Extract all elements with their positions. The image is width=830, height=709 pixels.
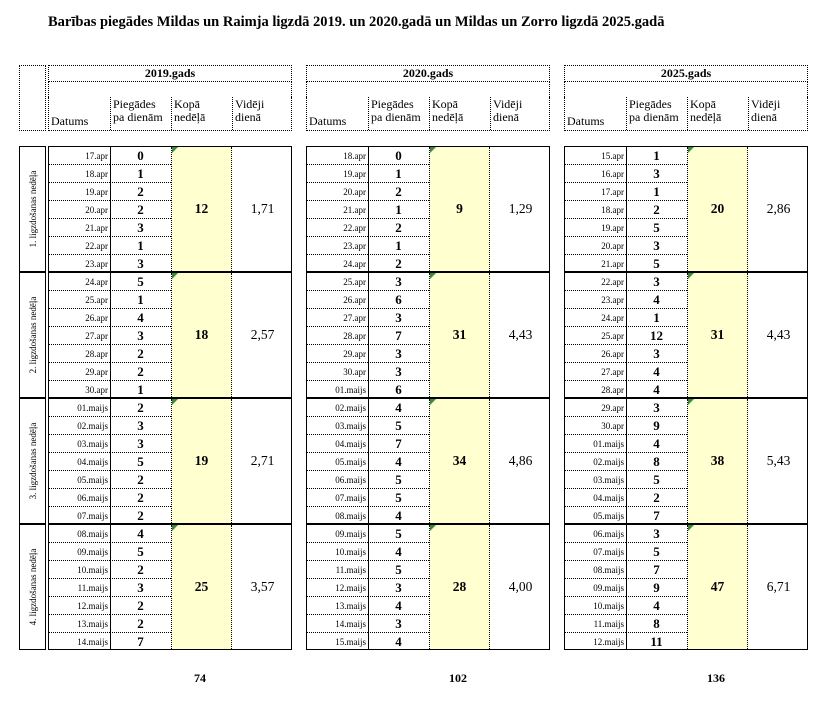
delivery-value-cell: 3 xyxy=(368,345,429,363)
delivery-value-cell: 7 xyxy=(368,435,429,453)
delivery-value-cell: 1 xyxy=(110,291,171,309)
date-cell: 01.maijs xyxy=(49,399,110,417)
col-header-daily-average-line2: dienā xyxy=(235,110,261,124)
date-cell: 02.maijs xyxy=(565,453,626,471)
delivery-value-cell: 4 xyxy=(395,508,402,523)
week-label xyxy=(19,398,46,524)
date-cell: 18.apr xyxy=(49,165,110,183)
delivery-value-cell: 1 xyxy=(110,237,171,255)
delivery-value-cell: 2 xyxy=(626,201,687,219)
date-cell: 15.maijs xyxy=(335,637,366,647)
date-cell: 24.apr xyxy=(49,273,110,291)
delivery-value-cell: 0 xyxy=(110,147,171,165)
delivery-value-cell: 4 xyxy=(626,363,687,381)
delivery-value-cell: 7 xyxy=(368,327,429,345)
daily-average-cell: 2,71 xyxy=(250,453,275,468)
date-cell: 03.maijs xyxy=(49,435,110,453)
delivery-value-cell: 1 xyxy=(368,201,429,219)
date-cell: 15.apr xyxy=(565,147,626,165)
col-header-deliveries-line1: Piegādes xyxy=(113,97,156,111)
year-header xyxy=(306,65,550,131)
date-cell: 09.maijs xyxy=(565,579,626,597)
delivery-value-cell: 5 xyxy=(368,525,429,543)
date-cell: 21.apr xyxy=(49,219,110,237)
delivery-value-cell: 1 xyxy=(137,382,144,397)
weekly-total-cell xyxy=(171,399,232,523)
delivery-value-cell: 4 xyxy=(110,309,171,327)
date-cell: 12.maijs xyxy=(307,579,368,597)
date-cell: 06.maijs xyxy=(565,525,626,543)
date-cell: 09.maijs xyxy=(49,543,110,561)
date-cell: 13.maijs xyxy=(307,597,368,615)
date-cell: 23.apr xyxy=(565,291,626,309)
col-header-daily-average-line1: Vidēji xyxy=(751,97,781,111)
week-table xyxy=(48,524,292,650)
comment-indicator-icon xyxy=(688,273,694,279)
week-table xyxy=(564,272,808,398)
delivery-value-cell: 3 xyxy=(626,237,687,255)
delivery-value-cell: 2 xyxy=(110,615,171,633)
comment-indicator-icon xyxy=(430,147,436,153)
delivery-value-cell: 7 xyxy=(653,508,660,523)
delivery-value-cell: 5 xyxy=(653,256,660,271)
date-cell: 21.apr xyxy=(601,259,624,269)
year-label: 2019.gads xyxy=(48,65,292,82)
delivery-value-cell: 3 xyxy=(137,256,144,271)
date-cell: 29.apr xyxy=(565,399,626,417)
col-header-date xyxy=(565,97,626,130)
col-header-date-line2: Datums xyxy=(567,114,605,128)
weekly-total-value: 12 xyxy=(194,201,209,216)
week-table xyxy=(564,146,808,272)
page-title: Barības piegādes Mildas un Raimja ligzdā 2019. un 2020.gadā un Mildas un Zorro ligzdā 2025.gadā xyxy=(48,14,665,30)
date-cell: 20.apr xyxy=(307,183,368,201)
date-cell: 26.apr xyxy=(49,309,110,327)
delivery-value-cell: 7 xyxy=(137,634,144,649)
delivery-value-cell: 5 xyxy=(368,417,429,435)
delivery-value-cell: 4 xyxy=(395,634,402,649)
delivery-value-cell: 4 xyxy=(368,399,429,417)
week-label-text: 3. ligzdošanas nedēļa xyxy=(27,422,38,500)
week-label-text: 2. ligzdošanas nedēļa xyxy=(27,296,38,374)
comment-indicator-icon xyxy=(172,399,178,405)
delivery-value-cell: 3 xyxy=(110,579,171,597)
delivery-value-cell: 5 xyxy=(110,273,171,291)
date-cell: 19.apr xyxy=(307,165,368,183)
daily-average-cell: 4,86 xyxy=(508,453,533,468)
weekly-total-cell xyxy=(687,273,748,397)
date-cell: 27.apr xyxy=(307,309,368,327)
date-cell: 10.maijs xyxy=(307,543,368,561)
daily-average-cell: 4,43 xyxy=(766,327,791,342)
delivery-value-cell: 2 xyxy=(110,201,171,219)
row-label-header xyxy=(19,65,46,131)
delivery-value-cell: 3 xyxy=(368,309,429,327)
comment-indicator-icon xyxy=(688,525,694,531)
delivery-value-cell: 3 xyxy=(626,525,687,543)
date-cell: 14.maijs xyxy=(307,615,368,633)
week-table xyxy=(48,146,292,272)
week-label-text: 4. ligzdošanas nedēļa xyxy=(27,548,38,626)
col-header-deliveries xyxy=(626,97,687,130)
weekly-total-cell xyxy=(687,147,748,271)
delivery-value-cell: 2 xyxy=(110,399,171,417)
week-table xyxy=(306,398,550,524)
date-cell: 01.maijs xyxy=(335,385,366,395)
delivery-value-cell: 3 xyxy=(368,273,429,291)
weekly-total-value: 9 xyxy=(456,201,463,216)
week-label-text: 1. ligzdošanas nedēļa xyxy=(27,170,38,248)
date-cell: 20.apr xyxy=(565,237,626,255)
year-label: 2020.gads xyxy=(306,65,550,82)
weekly-total-value: 31 xyxy=(710,327,725,342)
daily-average-cell: 6,71 xyxy=(766,579,791,594)
grand-total: 136 xyxy=(707,671,725,685)
weekly-total-value: 25 xyxy=(194,579,209,594)
delivery-value-cell: 2 xyxy=(110,561,171,579)
date-cell: 01.maijs xyxy=(565,435,626,453)
week-label xyxy=(19,272,46,398)
date-cell: 07.maijs xyxy=(307,489,368,507)
date-cell: 19.apr xyxy=(565,219,626,237)
delivery-value-cell: 2 xyxy=(110,363,171,381)
col-header-deliveries xyxy=(110,97,171,130)
comment-indicator-icon xyxy=(172,147,178,153)
date-cell: 30.apr xyxy=(307,363,368,381)
delivery-value-cell: 4 xyxy=(626,597,687,615)
date-cell: 25.apr xyxy=(49,291,110,309)
delivery-value-cell: 9 xyxy=(626,579,687,597)
date-cell: 19.apr xyxy=(49,183,110,201)
date-cell: 26.apr xyxy=(307,291,368,309)
comment-indicator-icon xyxy=(688,399,694,405)
date-cell: 27.apr xyxy=(565,363,626,381)
date-cell: 28.apr xyxy=(601,385,624,395)
delivery-value-cell: 1 xyxy=(368,237,429,255)
delivery-value-cell: 5 xyxy=(626,219,687,237)
weekly-total-cell xyxy=(171,273,232,397)
date-cell: 23.apr xyxy=(307,237,368,255)
weekly-total-value: 34 xyxy=(452,453,467,468)
year-label: 2025.gads xyxy=(564,65,808,82)
date-cell: 28.apr xyxy=(49,345,110,363)
delivery-value-cell: 12 xyxy=(626,327,687,345)
date-cell: 12.maijs xyxy=(49,597,110,615)
weekly-total-cell xyxy=(429,147,490,271)
delivery-value-cell: 2 xyxy=(110,183,171,201)
delivery-value-cell: 5 xyxy=(368,489,429,507)
comment-indicator-icon xyxy=(688,147,694,153)
delivery-value-cell: 3 xyxy=(626,165,687,183)
date-cell: 22.apr xyxy=(307,219,368,237)
delivery-value-cell: 9 xyxy=(626,417,687,435)
col-header-weekly-total xyxy=(687,97,748,130)
date-cell: 14.maijs xyxy=(77,637,108,647)
date-cell: 22.apr xyxy=(565,273,626,291)
date-cell: 29.apr xyxy=(307,345,368,363)
weekly-total-value: 19 xyxy=(194,453,209,468)
column-headers xyxy=(564,97,808,131)
date-cell: 04.maijs xyxy=(307,435,368,453)
date-cell: 22.apr xyxy=(49,237,110,255)
col-header-daily-average-line2: dienā xyxy=(493,110,519,124)
delivery-value-cell: 2 xyxy=(368,183,429,201)
weekly-total-value: 38 xyxy=(710,453,725,468)
delivery-value-cell: 5 xyxy=(110,453,171,471)
delivery-value-cell: 3 xyxy=(110,435,171,453)
date-cell: 16.apr xyxy=(565,165,626,183)
year-header xyxy=(564,65,808,131)
delivery-value-cell: 4 xyxy=(653,382,660,397)
delivery-value-cell: 3 xyxy=(110,219,171,237)
date-cell: 25.apr xyxy=(307,273,368,291)
delivery-value-cell: 5 xyxy=(626,471,687,489)
grand-total: 74 xyxy=(194,671,206,685)
daily-average-cell: 2,57 xyxy=(250,327,275,342)
comment-indicator-icon xyxy=(172,273,178,279)
date-cell: 10.maijs xyxy=(565,597,626,615)
date-cell: 18.apr xyxy=(307,147,368,165)
delivery-value-cell: 7 xyxy=(626,561,687,579)
comment-indicator-icon xyxy=(172,525,178,531)
year-header xyxy=(48,65,292,131)
col-header-weekly-total xyxy=(429,97,490,130)
date-cell: 18.apr xyxy=(565,201,626,219)
col-header-weekly-total-line2: nedēļā xyxy=(690,110,722,124)
date-cell: 21.apr xyxy=(307,201,368,219)
date-cell: 11.maijs xyxy=(307,561,368,579)
date-cell: 20.apr xyxy=(49,201,110,219)
delivery-value-cell: 6 xyxy=(395,382,402,397)
date-cell: 08.maijs xyxy=(565,561,626,579)
delivery-value-cell: 3 xyxy=(626,399,687,417)
delivery-value-cell: 2 xyxy=(110,597,171,615)
col-header-date xyxy=(307,97,368,130)
date-cell: 17.apr xyxy=(49,147,110,165)
week-table xyxy=(306,524,550,650)
week-label xyxy=(19,146,46,272)
date-cell: 05.maijs xyxy=(307,453,368,471)
date-cell: 11.maijs xyxy=(565,615,626,633)
header-spacer xyxy=(564,82,808,97)
delivery-value-cell: 4 xyxy=(110,525,171,543)
comment-indicator-icon xyxy=(430,273,436,279)
week-label xyxy=(19,524,46,650)
date-cell: 02.maijs xyxy=(307,399,368,417)
weekly-total-cell xyxy=(171,147,232,271)
week-table xyxy=(564,524,808,650)
delivery-value-cell: 5 xyxy=(368,471,429,489)
delivery-value-cell: 1 xyxy=(626,183,687,201)
col-header-daily-average-line2: dienā xyxy=(751,110,777,124)
delivery-value-cell: 5 xyxy=(110,543,171,561)
col-header-date-line2: Datums xyxy=(51,114,89,128)
col-header-date xyxy=(49,97,110,130)
date-cell: 24.apr xyxy=(565,309,626,327)
delivery-value-cell: 8 xyxy=(626,615,687,633)
weekly-total-cell xyxy=(429,399,490,523)
week-table xyxy=(48,272,292,398)
date-cell: 05.maijs xyxy=(593,511,624,521)
column-headers xyxy=(48,97,292,131)
date-cell: 09.maijs xyxy=(307,525,368,543)
delivery-value-cell: 3 xyxy=(110,417,171,435)
delivery-value-cell: 0 xyxy=(368,147,429,165)
date-cell: 07.maijs xyxy=(565,543,626,561)
date-cell: 25.apr xyxy=(565,327,626,345)
delivery-value-cell: 3 xyxy=(626,273,687,291)
date-cell: 04.maijs xyxy=(565,489,626,507)
date-cell: 24.apr xyxy=(343,259,366,269)
date-cell: 07.maijs xyxy=(77,511,108,521)
delivery-value-cell: 5 xyxy=(368,561,429,579)
week-table xyxy=(306,146,550,272)
col-header-deliveries-line2: pa dienām xyxy=(113,110,163,124)
delivery-value-cell: 1 xyxy=(626,147,687,165)
delivery-value-cell: 2 xyxy=(368,219,429,237)
delivery-value-cell: 2 xyxy=(626,489,687,507)
date-cell: 05.maijs xyxy=(49,471,110,489)
delivery-value-cell: 2 xyxy=(110,345,171,363)
delivery-value-cell: 4 xyxy=(626,291,687,309)
col-header-daily-average-line1: Vidēji xyxy=(493,97,523,111)
delivery-value-cell: 1 xyxy=(626,309,687,327)
col-header-weekly-total xyxy=(171,97,232,130)
col-header-daily-average-line1: Vidēji xyxy=(235,97,265,111)
delivery-value-cell: 4 xyxy=(368,453,429,471)
delivery-value-cell: 1 xyxy=(110,165,171,183)
date-cell: 13.maijs xyxy=(49,615,110,633)
date-cell: 27.apr xyxy=(49,327,110,345)
header-spacer xyxy=(48,82,292,97)
col-header-deliveries-line2: pa dienām xyxy=(371,110,421,124)
delivery-value-cell: 5 xyxy=(626,543,687,561)
week-table xyxy=(306,272,550,398)
weekly-total-value: 47 xyxy=(710,579,725,594)
delivery-value-cell: 4 xyxy=(368,543,429,561)
col-header-weekly-total-line2: nedēļā xyxy=(174,110,206,124)
delivery-value-cell: 2 xyxy=(110,471,171,489)
daily-average-cell: 5,43 xyxy=(766,453,791,468)
date-cell: 03.maijs xyxy=(307,417,368,435)
date-cell: 11.maijs xyxy=(49,579,110,597)
delivery-value-cell: 4 xyxy=(626,435,687,453)
date-cell: 06.maijs xyxy=(307,471,368,489)
daily-average-cell: 2,86 xyxy=(766,201,791,216)
date-cell: 06.maijs xyxy=(49,489,110,507)
date-cell: 03.maijs xyxy=(565,471,626,489)
date-cell: 29.apr xyxy=(49,363,110,381)
date-cell: 04.maijs xyxy=(49,453,110,471)
delivery-value-cell: 8 xyxy=(626,453,687,471)
col-header-daily-average xyxy=(232,97,293,130)
col-header-deliveries-line2: pa dienām xyxy=(629,110,679,124)
grand-total: 102 xyxy=(449,671,467,685)
comment-indicator-icon xyxy=(430,399,436,405)
weekly-total-cell xyxy=(687,399,748,523)
delivery-value-cell: 2 xyxy=(110,489,171,507)
delivery-value-cell: 6 xyxy=(368,291,429,309)
daily-average-cell: 4,00 xyxy=(508,579,533,594)
date-cell: 26.apr xyxy=(565,345,626,363)
date-cell: 30.apr xyxy=(85,385,108,395)
date-cell: 12.maijs xyxy=(593,637,624,647)
daily-average-cell: 1,29 xyxy=(508,201,533,216)
date-cell: 02.maijs xyxy=(49,417,110,435)
weekly-total-value: 20 xyxy=(710,201,725,216)
date-cell: 30.apr xyxy=(565,417,626,435)
delivery-value-cell: 3 xyxy=(368,363,429,381)
col-header-daily-average xyxy=(490,97,551,130)
date-cell: 17.apr xyxy=(565,183,626,201)
col-header-deliveries-line1: Piegādes xyxy=(371,97,414,111)
col-header-deliveries-line1: Piegādes xyxy=(629,97,672,111)
weekly-total-cell xyxy=(429,273,490,397)
date-cell: 28.apr xyxy=(307,327,368,345)
week-table xyxy=(564,398,808,524)
week-table xyxy=(48,398,292,524)
weekly-total-value: 28 xyxy=(452,579,467,594)
delivery-value-cell: 2 xyxy=(395,256,402,271)
date-cell: 08.maijs xyxy=(335,511,366,521)
delivery-value-cell: 4 xyxy=(368,597,429,615)
delivery-value-cell: 3 xyxy=(110,327,171,345)
comment-indicator-icon xyxy=(430,525,436,531)
daily-average-cell: 3,57 xyxy=(250,579,275,594)
col-header-weekly-total-line1: Kopā xyxy=(174,97,200,111)
column-headers xyxy=(306,97,550,131)
delivery-value-cell: 1 xyxy=(368,165,429,183)
weekly-total-cell xyxy=(687,525,748,649)
header-spacer xyxy=(306,82,550,97)
daily-average-cell: 4,43 xyxy=(508,327,533,342)
delivery-value-cell: 3 xyxy=(626,345,687,363)
col-header-deliveries xyxy=(368,97,429,130)
col-header-weekly-total-line2: nedēļā xyxy=(432,110,464,124)
weekly-total-value: 18 xyxy=(194,327,209,342)
col-header-weekly-total-line1: Kopā xyxy=(432,97,458,111)
col-header-date-line2: Datums xyxy=(309,114,347,128)
weekly-total-cell xyxy=(171,525,232,649)
col-header-weekly-total-line1: Kopā xyxy=(690,97,716,111)
col-header-daily-average xyxy=(748,97,809,130)
date-cell: 10.maijs xyxy=(49,561,110,579)
delivery-value-cell: 2 xyxy=(137,508,144,523)
date-cell: 08.maijs xyxy=(49,525,110,543)
daily-average-cell: 1,71 xyxy=(250,201,275,216)
weekly-total-cell xyxy=(429,525,490,649)
delivery-value-cell: 11 xyxy=(650,634,663,649)
delivery-value-cell: 3 xyxy=(368,615,429,633)
delivery-value-cell: 3 xyxy=(368,579,429,597)
date-cell: 23.apr xyxy=(85,259,108,269)
weekly-total-value: 31 xyxy=(452,327,467,342)
